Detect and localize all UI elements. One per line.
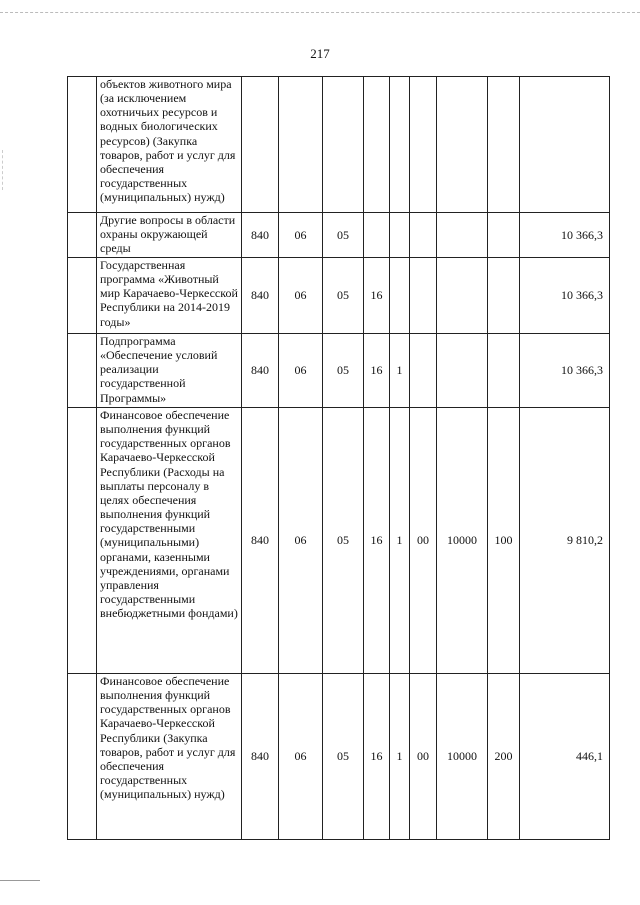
program-code — [364, 77, 390, 213]
ministry-code: 840 — [242, 258, 279, 334]
section-code: 06 — [279, 334, 323, 408]
scan-artifact-top — [0, 12, 640, 15]
subprogram-code: 1 — [390, 408, 410, 674]
row-number-cell — [68, 408, 97, 674]
expense-type-code — [488, 258, 520, 334]
subsection-code: 05 — [323, 334, 364, 408]
amount: 446,1 — [520, 674, 610, 840]
expense-code — [437, 334, 488, 408]
section-code: 06 — [279, 258, 323, 334]
expense-code — [437, 258, 488, 334]
row-number-cell — [68, 213, 97, 258]
subprogram-code — [390, 77, 410, 213]
expense-type-code — [488, 213, 520, 258]
subprogram-code: 1 — [390, 674, 410, 840]
expense-type-code — [488, 77, 520, 213]
row-description: Финансовое обеспечение выполнения функций государственных органов Карачаево-Черкесской Республики (Закупка товаров, работ и услуг для обеспечения государственных (муниципальных) нужд) — [97, 674, 242, 840]
direction-code — [410, 213, 437, 258]
direction-code: 00 — [410, 408, 437, 674]
expense-code: 10000 — [437, 408, 488, 674]
program-code — [364, 213, 390, 258]
table-row — [68, 674, 610, 840]
row-description: Подпрограмма «Обеспечение условий реализации государственной Программы» — [97, 334, 242, 408]
program-code: 16 — [364, 258, 390, 334]
scan-artifact-bottom — [0, 880, 40, 882]
scan-artifact-left — [2, 150, 5, 190]
amount: 10 366,3 — [520, 213, 610, 258]
subsection-code: 05 — [323, 674, 364, 840]
program-code: 16 — [364, 674, 390, 840]
row-number-cell — [68, 258, 97, 334]
table-row — [68, 213, 610, 258]
page-number: 217 — [310, 46, 330, 61]
ministry-code: 840 — [242, 408, 279, 674]
row-number-cell — [68, 334, 97, 408]
expense-code: 10000 — [437, 674, 488, 840]
section-code: 06 — [279, 408, 323, 674]
row-description: Другие вопросы в области охраны окружающей среды — [97, 213, 242, 258]
ministry-code: 840 — [242, 674, 279, 840]
subprogram-code — [390, 258, 410, 334]
table-row — [68, 334, 610, 408]
direction-code — [410, 334, 437, 408]
program-code: 16 — [364, 334, 390, 408]
amount: 10 366,3 — [520, 258, 610, 334]
row-description: Финансовое обеспечение выполнения функций государственных органов Карачаево-Черкесской Республики (Расходы на выплаты персоналу в целях обеспечения выполнения функций государственными (муниципальными) органами, казенными учреждениями, органами управления государственными внебюджетными фондами) — [97, 408, 242, 674]
subprogram-code: 1 — [390, 334, 410, 408]
program-code: 16 — [364, 408, 390, 674]
expense-type-code: 200 — [488, 674, 520, 840]
expense-type-code: 100 — [488, 408, 520, 674]
amount: 10 366,3 — [520, 334, 610, 408]
expense-type-code — [488, 334, 520, 408]
ministry-code: 840 — [242, 334, 279, 408]
row-number-cell — [68, 674, 97, 840]
subsection-code: 05 — [323, 258, 364, 334]
expense-code — [437, 213, 488, 258]
amount — [520, 77, 610, 213]
subprogram-code — [390, 213, 410, 258]
subsection-code: 05 — [323, 213, 364, 258]
ministry-code: 840 — [242, 213, 279, 258]
ministry-code — [242, 77, 279, 213]
subsection-code — [323, 77, 364, 213]
section-code: 06 — [279, 213, 323, 258]
table-row — [68, 258, 610, 334]
subsection-code: 05 — [323, 408, 364, 674]
budget-table — [67, 76, 610, 840]
direction-code — [410, 258, 437, 334]
section-code: 06 — [279, 674, 323, 840]
expense-code — [437, 77, 488, 213]
direction-code — [410, 77, 437, 213]
row-description: объектов животного мира (за исключением охотничьих ресурсов и водных биологических ресурсов) (Закупка товаров, работ и услуг для обеспечения государственных (муниципальных) нужд) — [97, 77, 242, 213]
section-code — [279, 77, 323, 213]
direction-code: 00 — [410, 674, 437, 840]
row-number-cell — [68, 77, 97, 213]
table-row — [68, 77, 610, 213]
amount: 9 810,2 — [520, 408, 610, 674]
row-description: Государственная программа «Животный мир Карачаево-Черкесской Республики на 2014-2019 годы» — [97, 258, 242, 334]
table-row — [68, 408, 610, 674]
